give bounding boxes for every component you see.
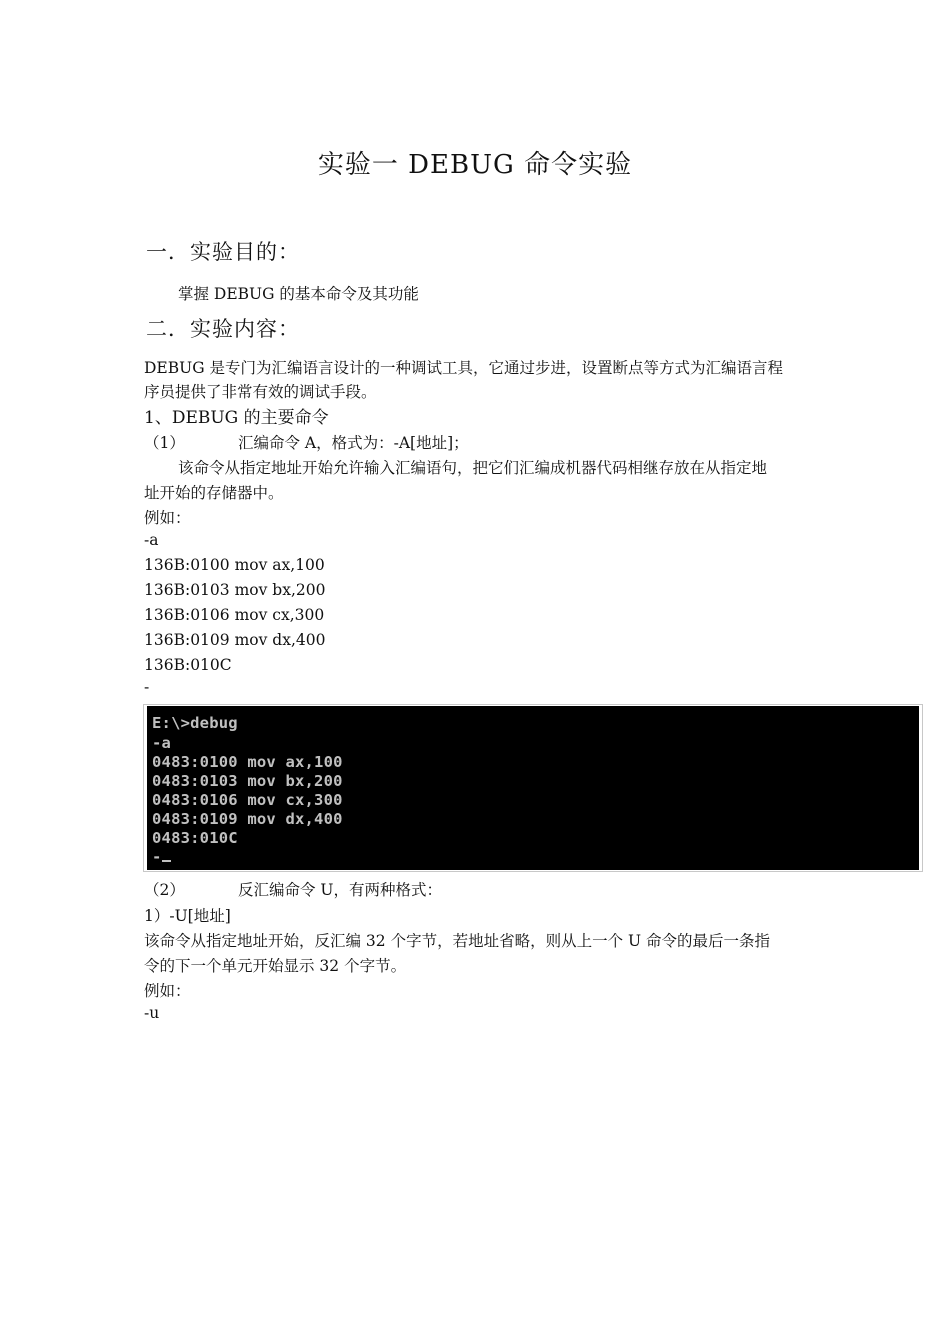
code-line: - (144, 678, 150, 696)
item-text: 反汇编命令 U，有两种格式： (238, 881, 442, 899)
section-heading-purpose: 一．实验目的： (146, 240, 300, 264)
cursor-icon (162, 860, 171, 862)
code-line: -a (144, 531, 159, 549)
disassemble-desc-line-2: 令的下一个单元开始显示 32 个字节。 (144, 957, 407, 975)
terminal-line: 0483:0106 mov cx,300 (152, 791, 343, 809)
example-label: 例如： (144, 982, 191, 1000)
item-number: （2） (144, 881, 185, 899)
terminal-line: 0483:0103 mov bx,200 (152, 772, 343, 790)
code-line: -u (144, 1004, 160, 1022)
code-line: 136B:0103 mov bx,200 (144, 581, 326, 599)
terminal-line: -a (152, 734, 172, 752)
disassemble-desc-line-1: 该命令从指定地址开始，反汇编 32 个字节，若地址省略，则从上一个 U 命令的最后一条指 (144, 932, 770, 950)
terminal-line: 0483:010C (152, 829, 238, 847)
item-assemble-command (144, 431, 469, 453)
intro-line-1: DEBUG 是专门为汇编语言设计的一种调试工具，它通过步进，设置断点等方式为汇编语言程 (144, 359, 784, 377)
assemble-desc-line-2: 址开始的存储器中。 (144, 484, 284, 502)
item-text: 汇编命令 A，格式为：-A[地址]； (238, 434, 469, 452)
terminal-line: 0483:0100 mov ax,100 (152, 753, 343, 771)
terminal-line: 0483:0109 mov dx,400 (152, 810, 343, 828)
disassemble-format-1: 1）-U[地址] (144, 907, 231, 925)
terminal-prompt (152, 848, 171, 866)
intro-line-2: 序员提供了非常有效的调试手段。 (144, 383, 377, 401)
terminal-screen (147, 706, 919, 870)
assemble-desc-line-1: 该命令从指定地址开始允许输入汇编语句，把它们汇编成机器代码相继存放在从指定地 (178, 459, 768, 477)
code-line: 136B:0100 mov ax,100 (144, 556, 325, 574)
subheading-main-commands: 1、DEBUG 的主要命令 (144, 408, 329, 428)
purpose-text: 掌握 DEBUG 的基本命令及其功能 (178, 285, 419, 303)
item-number: （1） (144, 434, 185, 452)
code-line: 136B:010C (144, 656, 232, 674)
example-label: 例如： (144, 509, 191, 527)
code-line: 136B:0109 mov dx,400 (144, 631, 326, 649)
section-heading-content: 二．实验内容： (146, 317, 300, 341)
item-disassemble-command (144, 878, 442, 900)
terminal-screenshot (143, 704, 923, 872)
terminal-line: E:\>debug (152, 714, 238, 732)
terminal-line: - (152, 848, 162, 866)
page-title: 实验一 DEBUG 命令实验 (317, 150, 633, 180)
code-line: 136B:0106 mov cx,300 (144, 606, 325, 624)
